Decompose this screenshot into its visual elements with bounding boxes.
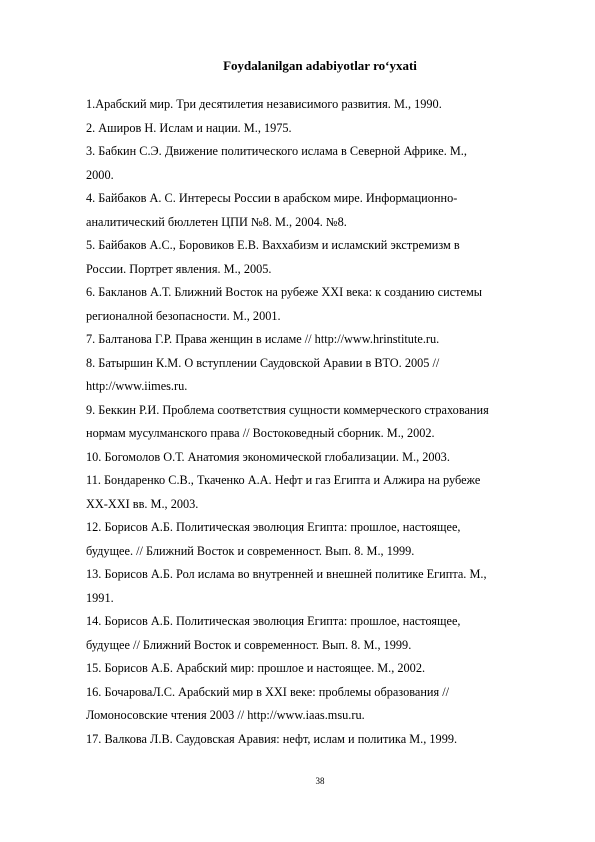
reference-line: 5. Байбаков А.С., Боровиков Е.В. Ваххабизм и исламский экстремизм в [86,238,460,252]
reference-line: 4. Байбаков А. С. Интересы России в арабском мире. Информационно- [86,191,458,205]
reference-line: 2. Аширов Н. Ислам и нации. М., 1975. [86,120,292,135]
reference-line: 9. Беккин Р.И. Проблема соответствия сущности коммерческого страхования [86,402,489,417]
reference-line: XX-XXI вв. М., 2003. [86,496,199,511]
reference-line: Ломоносовские чтения 2003 // http://www.iaas.msu.ru. [86,708,365,722]
reference-line: 13. Борисов А.Б. Рол ислама во внутренней и внешней политике Египта. М., [86,567,487,581]
reference-line: 15. Борисов А.Б. Арабский мир: прошлое и настоящее. М., 2002. [86,661,426,675]
reference-line: 10. Богомолов О.Т. Анатомия экономической глобализации. М., 2003. [86,449,450,464]
reference-line: http://www.iimes.ru. [86,379,188,393]
page-number: 38 [315,776,325,786]
reference-line: 8. Батыршин К.М. О вступлении Саудовской Аравии в ВТО. 2005 // [86,355,440,370]
reference-line: 1991. [86,590,114,605]
reference-line: будущее. // Ближний Восток и современност. Вып. 8. М., 1999. [86,543,415,558]
reference-line: 16. БочароваЛ.С. Арабский мир в XXI веке: проблемы образования // [86,684,450,699]
reference-line: 14. Борисов А.Б. Политическая эволюция Египта: прошлое, настоящее, [86,614,461,628]
reference-line: 12. Борисов А.Б. Политическая эволюция Египта: прошлое, настоящее, [86,520,461,534]
reference-line: 17. Валкова Л.В. Саудовская Аравия: нефт, ислам и политика М., 1999. [86,731,458,746]
reference-line: 11. Бондаренко С.В., Ткаченко А.А. Нефт и газ Египта и Алжира на рубеже [86,473,481,487]
reference-line: 3. Бабкин С.Э. Движение политического ислама в Северной Африке. М., [86,144,467,158]
page-title: Foydalanilgan adabiyotlar ro‘yxati [223,58,417,73]
reference-line: 1.Арабский мир. Три десятилетия независимого развития. М., 1990. [86,97,442,111]
reference-line: России. Портрет явления. М., 2005. [86,261,272,276]
reference-line: аналитический бюллетен ЦПИ №8. М., 2004. №8. [86,214,347,229]
reference-line: регионалной безопасности. М., 2001. [86,308,281,323]
reference-line: нормам мусулманского права // Востоковедный сборник. М., 2002. [86,426,435,440]
reference-list [86,93,556,751]
reference-line: будущее // Ближний Восток и современност. Вып. 8. М., 1999. [86,637,412,652]
reference-line: 6. Бакланов А.Т. Ближний Восток на рубеже XXI века: к созданию системы [86,285,482,299]
reference-line: 2000. [86,167,114,182]
reference-line: 7. Балтанова Г.Р. Права женщин в исламе // http://www.hrinstitute.ru. [86,332,440,346]
